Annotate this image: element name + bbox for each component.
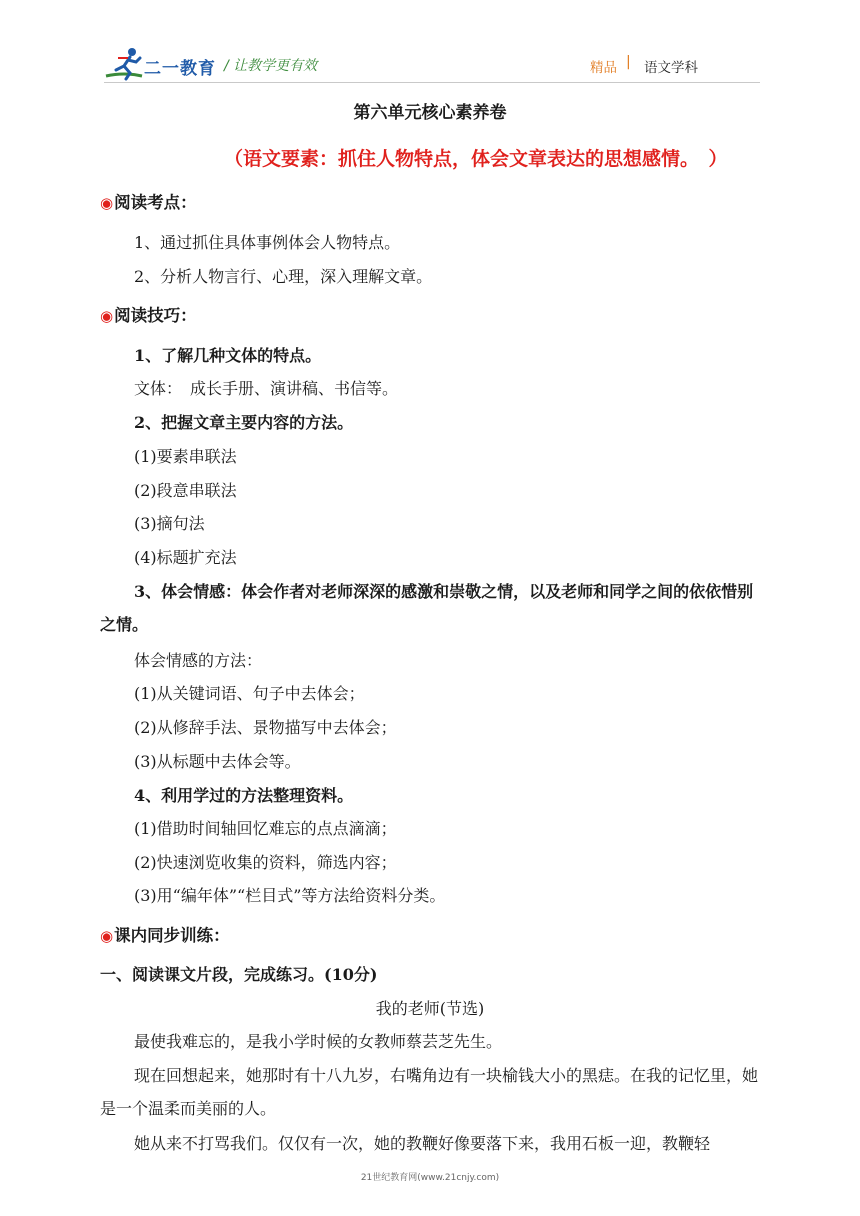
badge-premium: 精品 bbox=[590, 60, 617, 76]
list-item: (2)段意串联法 bbox=[134, 481, 237, 500]
page-title: 第六单元核心素养卷 bbox=[353, 103, 507, 123]
skill-title-4: 4、利用学过的方法整理资料。 bbox=[134, 786, 354, 805]
page-footer: 21世纪教育网(www.21cnjy.com) bbox=[360, 1173, 500, 1183]
section-heading-reading-skills bbox=[100, 306, 197, 326]
skill-text-3: 体会情感的方法： bbox=[134, 651, 263, 670]
list-item: (1)要素串联法 bbox=[134, 447, 237, 466]
list-item: (1)借助时间轴回忆难忘的点点滴滴； bbox=[134, 819, 397, 838]
list-item: 1、通过抓住具体事例体会人物特点。 bbox=[134, 233, 401, 252]
section-heading-text: 课内同步训练： bbox=[114, 926, 230, 945]
section-heading-reading-points bbox=[100, 193, 197, 213]
passage-paragraph: 她从来不打骂我们。仅仅有一次，她的教鞭好像要落下来，我用石板一迎，教鞭轻 bbox=[134, 1134, 711, 1153]
list-item: (4)标题扩充法 bbox=[134, 548, 237, 567]
list-item: (3)用“编年体”“栏目式”等方法给资料分类。 bbox=[134, 886, 446, 905]
list-item: (2)从修辞手法、景物描写中去体会； bbox=[134, 718, 397, 737]
target-bullet-icon: ◉ bbox=[100, 194, 114, 212]
badge-subject: 语文学科 bbox=[644, 60, 698, 76]
section-heading-text: 阅读技巧： bbox=[114, 306, 197, 325]
skill-title-3: 3、体会情感：体会作者对老师深深的感激和崇敬之情，以及老师和同学之间的依依惜别之情。 bbox=[100, 582, 754, 634]
skill-title-2: 2、把握文章主要内容的方法。 bbox=[134, 413, 354, 432]
list-item: (2)快速浏览收集的资料，筛选内容； bbox=[134, 853, 397, 872]
header-slogan: / 让教学更有效 bbox=[224, 58, 318, 74]
list-item: (3)从标题中去体会等。 bbox=[134, 752, 301, 771]
page-subtitle: （语文要素：抓住人物特点，体会文章表达的思想感情。 ） bbox=[224, 148, 728, 170]
target-bullet-icon: ◉ bbox=[100, 307, 114, 325]
list-item: (1)从关键词语、句子中去体会； bbox=[134, 684, 365, 703]
section-heading-text: 阅读考点： bbox=[114, 193, 197, 212]
list-item: (3)摘句法 bbox=[134, 514, 205, 533]
list-item: 2、分析人物言行、心理，深入理解文章。 bbox=[134, 267, 433, 286]
logo-text: 二一教育 bbox=[144, 59, 216, 79]
passage-paragraph: 现在回想起来，她那时有十八九岁，右嘴角边有一块榆钱大小的黑痣。在我的记忆里，她是一个温柔而美丽的人。 bbox=[100, 1066, 759, 1118]
page-header bbox=[0, 0, 860, 90]
skill-title-1: 1、了解几种文体的特点。 bbox=[134, 346, 322, 365]
header-divider bbox=[104, 82, 760, 83]
target-bullet-icon: ◉ bbox=[100, 927, 114, 945]
question-title: 一、阅读课文片段，完成练习。(10分) bbox=[100, 965, 378, 984]
passage-title: 我的老师(节选) bbox=[375, 999, 485, 1018]
passage-paragraph: 最使我难忘的，是我小学时候的女教师蔡芸芝先生。 bbox=[134, 1032, 503, 1051]
skill-text-1: 文体： 成长手册、演讲稿、书信等。 bbox=[134, 379, 399, 398]
badge-separator: | bbox=[626, 54, 631, 70]
section-heading-training bbox=[100, 926, 230, 946]
